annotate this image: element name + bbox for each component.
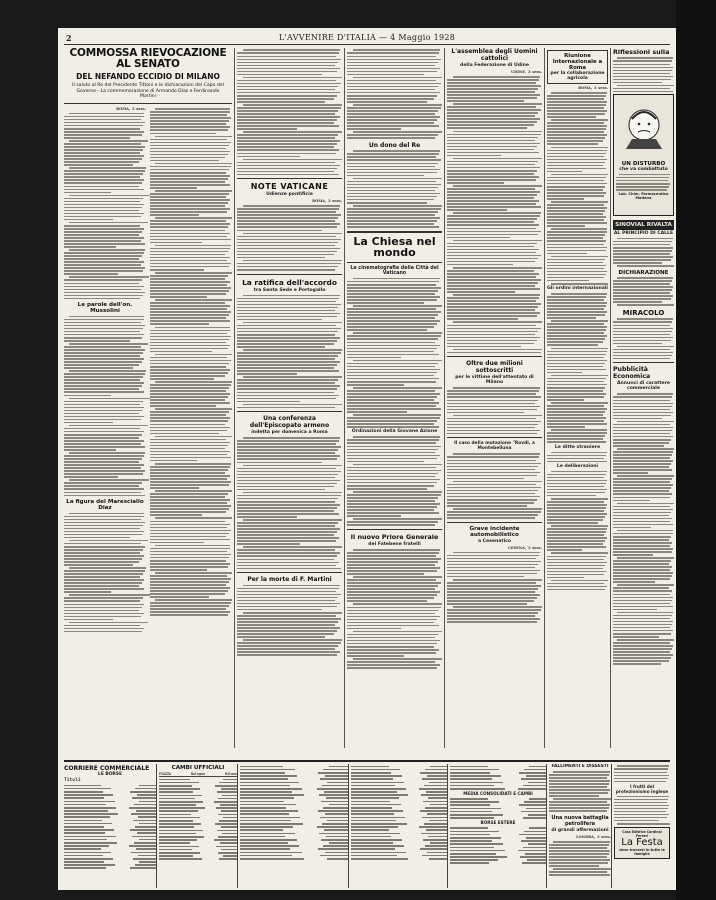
agricola-headline: Riunione Internazionale a Roma bbox=[552, 53, 603, 71]
ditte-body bbox=[547, 452, 608, 463]
borse-estere-table bbox=[450, 827, 546, 864]
festa-title: La Festa bbox=[621, 836, 663, 848]
ad-dichiarazione-body bbox=[613, 277, 674, 306]
ad-sinovial-title: SINOVIAL RIVALTA bbox=[613, 220, 674, 230]
priore-title: Il nuovo Priore Generale bbox=[350, 532, 439, 541]
lead-headline: COMMOSSA RIEVOCAZIONE AL SENATO bbox=[69, 48, 227, 71]
ad-disturbo bbox=[613, 94, 674, 216]
priore-sub: dei Fatebene fratelli bbox=[368, 541, 421, 547]
running-head bbox=[64, 32, 670, 45]
church-headline: La Chiesa nel mondo bbox=[353, 234, 436, 260]
column-rule bbox=[234, 48, 235, 748]
ad-disturbo-line2: che va combattuto bbox=[619, 167, 668, 173]
vatican-column bbox=[237, 48, 342, 748]
lead-section-diaz: La figura del Maresciallo Diaz bbox=[66, 499, 144, 512]
ad-illustration-face-icon bbox=[614, 99, 673, 159]
milioni-title: Oltre due milioni sottoscritti bbox=[466, 360, 523, 375]
cambi-header-row bbox=[159, 772, 237, 777]
cambi-header-bologna: Bologna bbox=[191, 772, 205, 776]
udine-column bbox=[447, 48, 542, 748]
incidente-dateline: CESENA, 3 sera. bbox=[507, 545, 542, 550]
corriere-commerciale bbox=[64, 764, 157, 888]
ordini-body bbox=[547, 293, 608, 443]
vatican-title: NOTE VATICANE bbox=[250, 182, 329, 192]
montebelluna-body bbox=[447, 453, 542, 518]
fallimenti-column bbox=[549, 764, 612, 888]
column-rule bbox=[344, 48, 345, 748]
lead-article bbox=[64, 48, 232, 748]
agricola-subhead: per la collaborazione agricola bbox=[550, 71, 605, 81]
agricola-column bbox=[547, 48, 608, 748]
cambi-title: CAMBI UFFICIALI bbox=[171, 765, 225, 771]
masthead-runner: L'AVVENIRE D'ITALIA — 4 Maggio 1928 bbox=[278, 33, 456, 42]
festa-sub: deve trovarsi in tutte le famiglie bbox=[619, 848, 665, 856]
vatican-body-top bbox=[237, 49, 342, 175]
ad-pubblicita-sub: Annunci di carattere commerciale bbox=[616, 381, 671, 392]
media-title: MEDIA CONSOLIDATI E CAMBI bbox=[463, 791, 533, 797]
corriere-title: CORRIERE COMMERCIALE bbox=[64, 765, 150, 772]
udine-dateline: UDINE, 3 sera. bbox=[511, 70, 542, 74]
ad-disturbo-footer: Lab. Chim. Farmaceutico Modena bbox=[618, 192, 669, 200]
udine-headline: L'assemblea degli Uomini cattolici bbox=[451, 48, 538, 62]
ad-pubblicita-body bbox=[613, 393, 674, 664]
vatican-sub: Udienze pontificie bbox=[266, 192, 313, 198]
incidente-body bbox=[447, 552, 542, 623]
church-subhead: La cinematografia della Città del Vaticano bbox=[350, 265, 439, 276]
borse-listing bbox=[240, 764, 349, 888]
lead-body-left-3 bbox=[64, 513, 146, 633]
ad-la-festa bbox=[614, 827, 670, 860]
fallimenti-title: FALLIMENTI E DISSESTI bbox=[551, 764, 609, 769]
cambi-ufficiali bbox=[159, 764, 238, 888]
column-rule bbox=[544, 48, 545, 748]
martini-title: Per la morte di F. Martini bbox=[247, 576, 332, 584]
battaglia-dateline: LONDRA, 3 sera. bbox=[576, 835, 611, 839]
incidente-title: Grave incidente automobilistico bbox=[469, 525, 520, 538]
ordinazioni-body bbox=[347, 436, 442, 526]
lead-dateline: ROMA, 3 sera. bbox=[116, 106, 146, 111]
column-rule bbox=[444, 48, 445, 748]
festa-publisher: Casa Editrice Cardinal Ferrari bbox=[622, 829, 662, 838]
ordinazioni-title: Ordinazioni della Giovane Azione bbox=[351, 429, 438, 435]
ads-column bbox=[613, 48, 674, 748]
borse-table bbox=[240, 766, 348, 860]
church-body bbox=[347, 278, 442, 428]
corriere-sub: LE BORSE bbox=[98, 772, 122, 777]
lead-deck: Il saluto al Re del Presidente Tittoni e le dichiarazioni del Capo del Governo - La commemorazione di Armando Diaz e Ferdinando Martini bbox=[72, 83, 224, 100]
deliberazioni-title: Le deliberazioni bbox=[556, 463, 599, 469]
ratifica-title: La ratifica dell'accordo bbox=[242, 277, 337, 287]
riflessioni-body bbox=[613, 57, 674, 92]
episcopato-body bbox=[237, 437, 342, 569]
ditte-title: Le ditte straniere bbox=[554, 444, 601, 450]
battaglia-sub: di grandi affermazioni bbox=[551, 828, 609, 833]
media-top bbox=[450, 766, 546, 790]
borse-estere-title: BORSE ESTERE bbox=[480, 820, 516, 826]
frutti-title: I frutti del protezionismo inglese bbox=[615, 783, 669, 794]
lead-section-mussolini: Le parole dell'on. Mussolini bbox=[77, 302, 133, 315]
agricola-body bbox=[547, 92, 608, 285]
battaglia-title: Una nuova battaglia petrolifera bbox=[551, 815, 609, 827]
ad-sinovial-body bbox=[613, 238, 674, 267]
agricola-dateline: ROMA, 3 sera. bbox=[578, 86, 608, 90]
milioni-sub: per le vittime dell'attentato di Milano bbox=[455, 375, 534, 386]
dono-re-title: Un dono del Re bbox=[368, 141, 421, 149]
ad-dichiarazione-title: DICHIARAZIONE bbox=[618, 269, 669, 276]
lead-subhead: DEL NEFANDO ECCIDIO DI MILANO bbox=[76, 72, 220, 82]
commercial-section bbox=[64, 760, 670, 888]
lead-body-right bbox=[150, 108, 232, 616]
milioni-body bbox=[447, 387, 542, 434]
media-table bbox=[450, 798, 546, 819]
episcopato-title: Una conferenza dell'Episcopato armeno bbox=[249, 415, 330, 430]
martini-body bbox=[237, 585, 342, 656]
ad-sinovial-sub: AL PRINCIPIO DI CALLE bbox=[613, 231, 674, 237]
borse-table-2 bbox=[351, 766, 447, 860]
lead-body-left-2 bbox=[64, 316, 146, 496]
ordini-title: Gli ordini internazionali bbox=[547, 285, 608, 291]
ad-disturbo-body bbox=[614, 174, 673, 191]
cambi-header-milano: Milano bbox=[225, 772, 237, 776]
deliberazioni-body bbox=[547, 471, 608, 591]
cambi-header-piazza: PIAZZA bbox=[159, 772, 171, 776]
frutti-top bbox=[614, 765, 670, 782]
ad-disturbo-line1: UN DISTURBO bbox=[621, 161, 666, 168]
lead-body-left bbox=[64, 113, 146, 300]
ad-pubblicita-title: Pubblicità Economica bbox=[613, 366, 651, 381]
udine-subhead: della Federazione di Udine bbox=[460, 63, 529, 68]
priore-body bbox=[347, 549, 442, 669]
cambi-table bbox=[159, 779, 237, 860]
udine-body bbox=[447, 76, 542, 353]
fallimenti-body bbox=[549, 771, 611, 812]
incidente-sub: a Cesenatico bbox=[477, 538, 512, 544]
episcopato-sub: indetta per domenica a Roma bbox=[251, 430, 328, 436]
frutti-column bbox=[614, 764, 670, 888]
corriere-table bbox=[64, 785, 156, 869]
ratifica-sub: tra Santa Sede e Portogallo bbox=[253, 287, 326, 293]
scan-edge bbox=[676, 0, 716, 900]
ad-miracolo-title: MIRACOLO bbox=[622, 309, 665, 317]
dono-re-body bbox=[347, 150, 442, 227]
vatican-body bbox=[237, 205, 342, 270]
column-rule bbox=[610, 48, 611, 748]
media-consolidati bbox=[450, 764, 547, 888]
col3-body-top bbox=[347, 49, 442, 139]
page-number: 2 bbox=[66, 33, 72, 43]
frutti-body bbox=[614, 796, 670, 825]
corriere-col-header: Titoli bbox=[64, 778, 81, 783]
ratifica-body bbox=[237, 295, 342, 409]
newspaper-page bbox=[58, 28, 676, 890]
riflessioni-headline: Riflessioni sulla bbox=[613, 48, 670, 56]
montebelluna-title: Il caso della mutazione "Rovdi, a Montebelluna bbox=[454, 441, 535, 452]
church-column bbox=[347, 48, 442, 748]
borse-listing-2 bbox=[351, 764, 448, 888]
battaglia-body bbox=[549, 841, 611, 876]
ad-miracolo-body bbox=[613, 318, 674, 359]
vatican-dateline: ROMA, 3 sera. bbox=[312, 199, 342, 204]
